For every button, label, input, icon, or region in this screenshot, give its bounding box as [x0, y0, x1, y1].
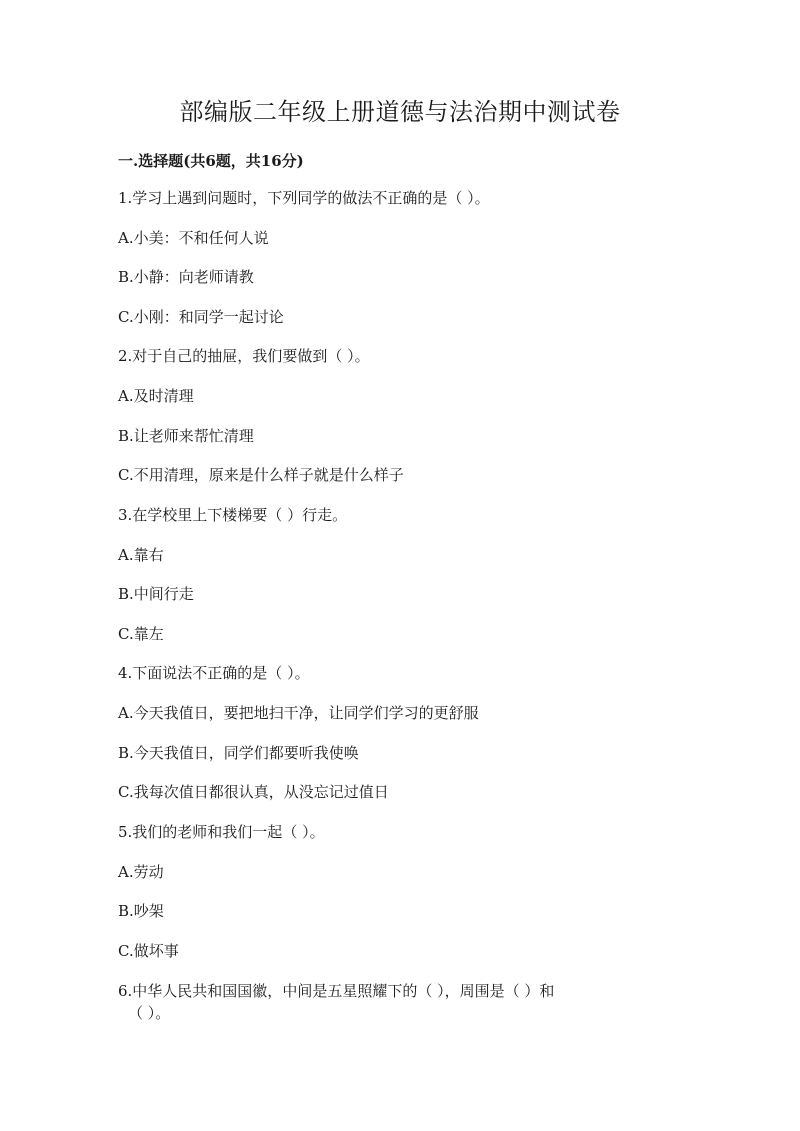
question-6-stem-continued: （ ）。 [128, 1004, 171, 1022]
question-1-option-a: A.小美：不和任何人说 [118, 229, 269, 247]
question-5-stem: 5.我们的老师和我们一起（ ）。 [118, 823, 325, 841]
page-title: 部编版二年级上册道德与法治期中测试卷 [179, 98, 621, 126]
question-1-stem: 1.学习上遇到问题时，下列同学的做法不正确的是（ ）。 [118, 189, 490, 207]
section-heading: 一.选择题(共6题，共16分) [118, 152, 304, 170]
question-4-option-c: C.我每次值日都很认真，从没忘记过值日 [118, 783, 389, 801]
question-5-option-b: B.吵架 [118, 902, 164, 920]
question-1-option-b: B.小静：向老师请教 [118, 268, 254, 286]
question-3-option-c: C.靠左 [118, 625, 164, 643]
question-3-option-b: B.中间行走 [118, 585, 194, 603]
question-2-option-c: C.不用清理，原来是什么样子就是什么样子 [118, 466, 404, 484]
question-5-option-c: C.做坏事 [118, 942, 179, 960]
question-5-option-a: A.劳动 [118, 863, 164, 881]
question-1-option-c: C.小刚：和同学一起讨论 [118, 308, 284, 326]
question-3-stem: 3.在学校里上下楼梯要（ ）行走。 [118, 506, 348, 524]
question-4-stem: 4.下面说法不正确的是（ ）。 [118, 664, 310, 682]
question-2-option-a: A.及时清理 [118, 387, 194, 405]
question-3-option-a: A.靠右 [118, 546, 164, 564]
question-4-option-a: A.今天我值日，要把地扫干净，让同学们学习的更舒服 [118, 704, 479, 722]
question-4-option-b: B.今天我值日，同学们都要听我使唤 [118, 744, 359, 762]
question-2-stem: 2.对于自己的抽屉，我们要做到（ ）。 [118, 347, 370, 365]
question-2-option-b: B.让老师来帮忙清理 [118, 427, 254, 445]
question-6-stem: 6.中华人民共和国国徽，中间是五星照耀下的（ ），周围是（ ）和 [118, 982, 555, 1000]
